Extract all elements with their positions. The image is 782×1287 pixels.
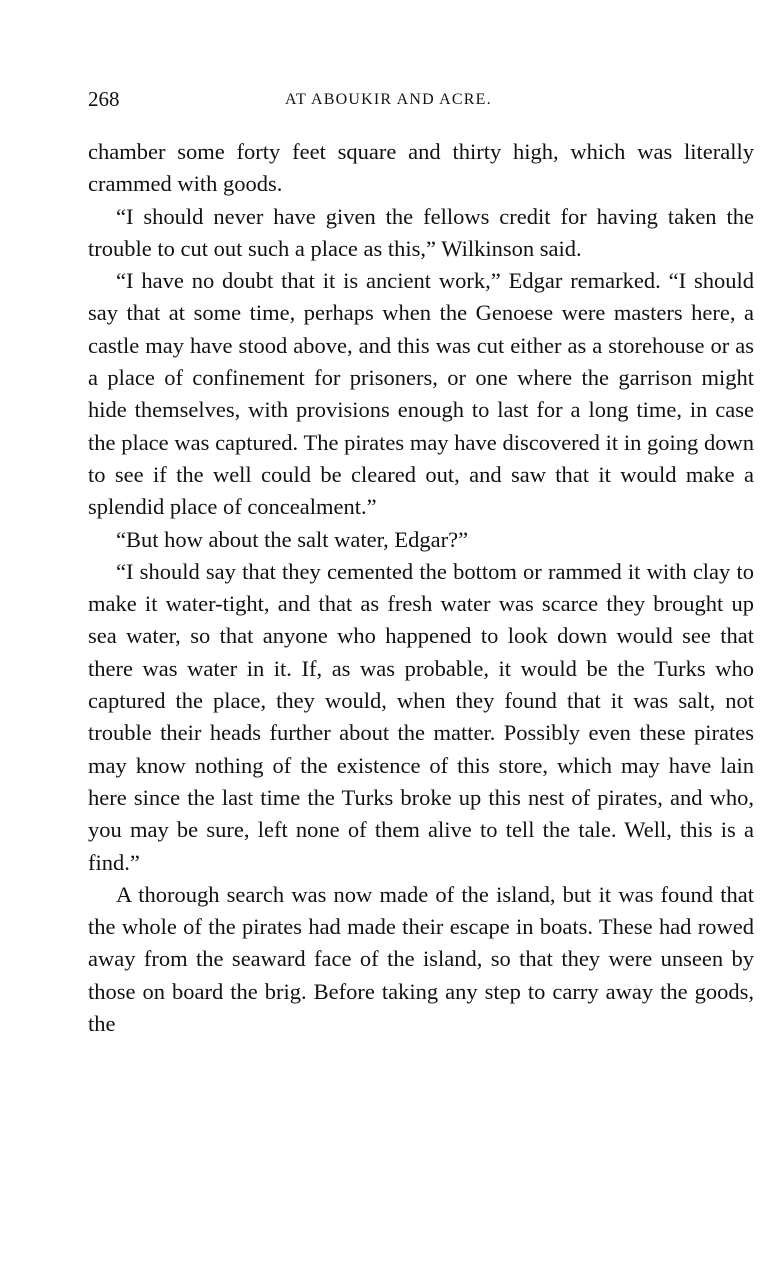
paragraph-island-search: A thorough search was now made of the island, but it was found that the whole of the pirates had made their escape in boats. These had rowed away from the seaward face of the island, so that they were unseen by those on board the brig. Before taking any step to carry away the goods, the — [88, 881, 754, 1037]
paragraph-edgar-explanation: “I should say that they cemented the bottom or rammed it with clay to make it water-tight, and that as fresh water was scarce they brought up sea water, so that anyone who happened to look down would see that there was water in it. If, as was probable, it would be the Turks who captured the place, they would, when they found that it was salt, not trouble their heads further about the matter. Possibly even these pirates may know nothing of the existence of this store, which may have lain here since the last time the Turks broke up this nest of pirates, and who, you may be sure, left none of them alive to tell the tale. Well, this is a find.” — [88, 558, 754, 875]
paragraph-wilkinson-remark: “I should never have given the fellows credit for having taken the trouble to cut out such a place as this,” Wilkinson said. — [88, 203, 754, 261]
running-head: AT ABOUKIR AND ACRE. — [285, 91, 492, 108]
page-number: 268 — [88, 87, 120, 111]
paragraph-edgar-ancient-work: “I have no doubt that it is ancient work,” Edgar remarked. “I should say that at some time, perhaps when the Genoese were masters here, a castle may have stood above, and this was cut either as a storehouse or as a place of confinement for prisoners, or one where the garrison might hide themselves, with provisions enough to last for a long time, in case the place was captured. The pirates may have discovered it in going down to see if the well could be cleared out, and saw that it would make a splendid place of concealment.” — [88, 268, 754, 520]
book-page — [88, 86, 754, 1040]
paragraph-continued: chamber some forty feet square and thirty high, which was literally crammed with goods. — [88, 139, 754, 197]
paragraph-salt-water-question: “But how about the salt water, Edgar?” — [116, 526, 469, 552]
page-header — [88, 86, 754, 116]
body-text — [88, 136, 754, 1040]
